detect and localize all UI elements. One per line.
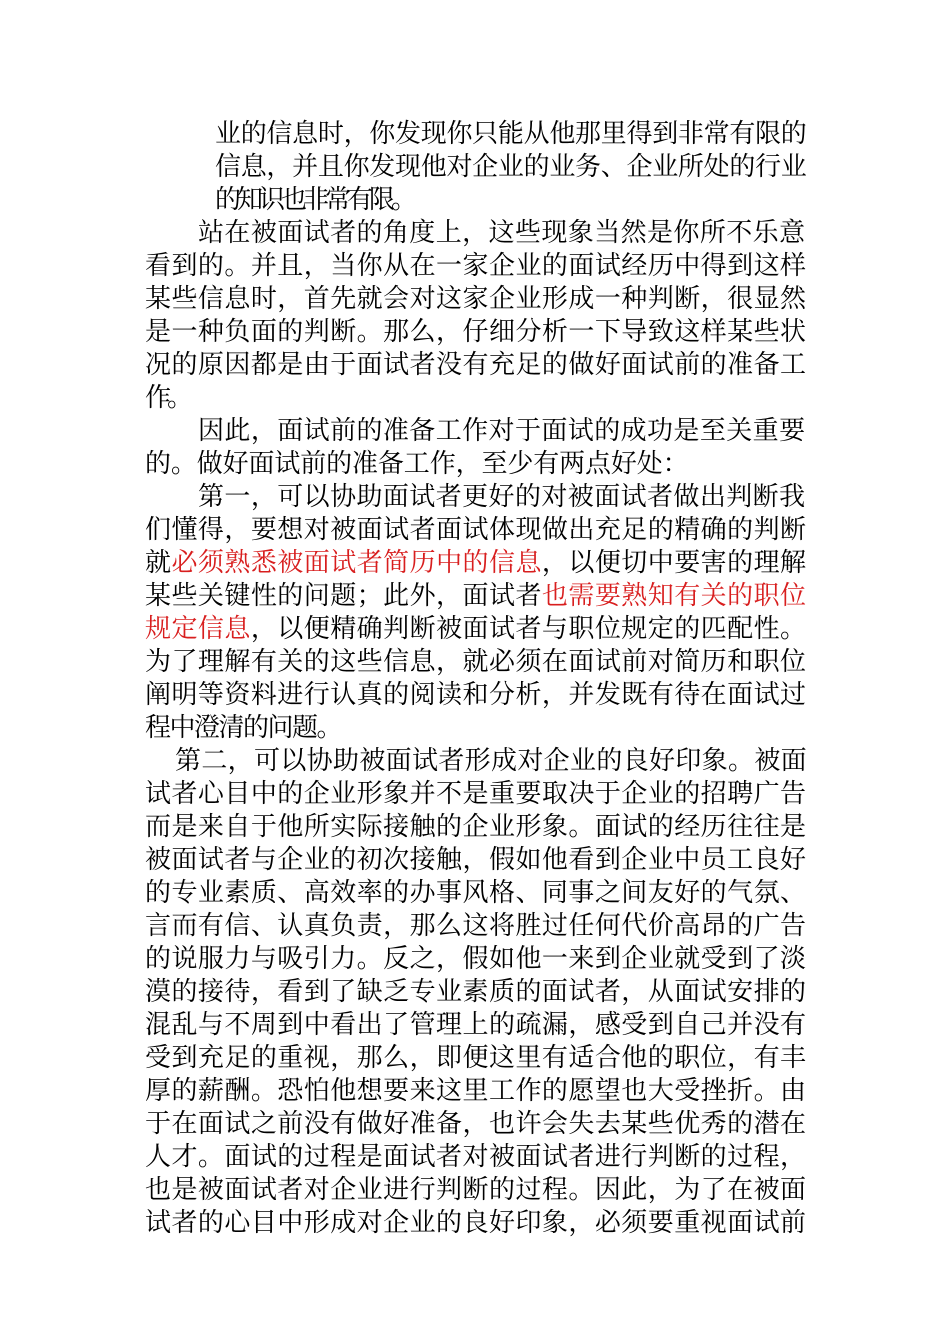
- text-segment: 厚的薪酬。恐怕他想要来这里工作的愿望也大受挫折。由: [145, 1076, 807, 1106]
- text-line: [145, 345, 807, 385]
- text-segment: 的知识也非常有限。: [215, 185, 414, 215]
- text-segment: 也是被面试者对企业进行判断的过程。因此，为了在被面: [145, 1175, 807, 1205]
- text-segment: ，以便切中要害的理解: [541, 548, 807, 578]
- text-segment: 于在面试之前没有做好准备，也许会失去某些优秀的潜在: [145, 1109, 807, 1139]
- highlighted-text: 也需要熟知有关的职位: [541, 581, 807, 611]
- text-segment: 混乱与不周到中看出了管理上的疏漏，感受到自己并没有: [145, 1010, 807, 1040]
- text-segment: 漠的接待，看到了缺乏专业素质的面试者，从面试安排的: [145, 977, 807, 1007]
- text-segment: 某些关键性的问题；此外，面试者: [145, 581, 542, 611]
- text-segment: 业的信息时，你发现你只能从他那里得到非常有限的: [215, 119, 807, 149]
- text-segment: 况的原因都是由于面试者没有充足的做好面试前的准备工: [145, 350, 807, 380]
- highlighted-text: 必须熟悉被面试者简历中的信息: [171, 548, 542, 578]
- highlighted-text: 规定信息: [145, 614, 251, 644]
- text-segment: 的说服力与吸引力。反之，假如他一来到企业就受到了淡: [145, 944, 807, 974]
- text-segment: 的。做好面试前的准备工作，至少有两点好处：: [145, 449, 689, 479]
- text-segment: 第一，可以协助面试者更好的对被面试者做出判断我: [198, 482, 806, 512]
- text-segment: 阐明等资料进行认真的阅读和分析，并发既有待在面试过: [145, 680, 807, 710]
- text-segment: 被面试者与企业的初次接触，假如他看到企业中员工良好: [145, 845, 807, 875]
- text-segment: 人才。面试的过程是面试者对被面试者进行判断的过程，: [145, 1142, 807, 1172]
- text-segment: 就: [145, 548, 172, 578]
- text-segment: 的专业素质、高效率的办事风格、同事之间友好的气氛、: [145, 878, 807, 908]
- text-segment: 程中澄清的问题。: [145, 713, 342, 743]
- text-segment: 作。: [145, 383, 190, 413]
- text-segment: 试者心目中的企业形象并不是重要取决于企业的招聘广告: [145, 779, 807, 809]
- text-segment: 某些信息时，首先就会对这家企业形成一种判断，很显然: [145, 284, 807, 314]
- text-segment: 们懂得，要想对被面试者面试体现做出充足的精确的判断: [145, 515, 807, 545]
- text-segment: 站在被面试者的角度上，这些现象当然是你所不乐意: [198, 218, 806, 248]
- text-segment: 信息，并且你发现他对企业的业务、企业所处的行业: [215, 152, 807, 182]
- text-line: [145, 378, 189, 418]
- text-segment: 试者的心目中形成对企业的良好印象，必须要重视面试前: [145, 1208, 807, 1238]
- text-segment: 为了理解有关的这些信息，就必须在面试前对简历和职位: [145, 647, 807, 677]
- text-segment: 言而有信、认真负责，那么这将胜过任何代价高昂的广告: [145, 911, 807, 941]
- text-segment: 受到充足的重视，那么，即便这里有适合他的职位，有丰: [145, 1043, 807, 1073]
- text-line: [145, 1203, 807, 1243]
- text-segment: 第二，可以协助被面试者形成对企业的良好印象。被面: [175, 746, 808, 776]
- text-segment: 看到的。并且，当你从在一家企业的面试经历中得到这样: [145, 251, 807, 281]
- text-segment: ，以便精确判断被面试者与职位规定的匹配性。: [250, 614, 807, 644]
- text-segment: 因此，面试前的准备工作对于面试的成功是至关重要: [198, 416, 806, 446]
- text-segment: 是一种负面的判断。那么，仔细分析一下导致这样某些状: [145, 317, 807, 347]
- text-segment: 而是来自于他所实际接触的企业形象。面试的经历往往是: [145, 812, 807, 842]
